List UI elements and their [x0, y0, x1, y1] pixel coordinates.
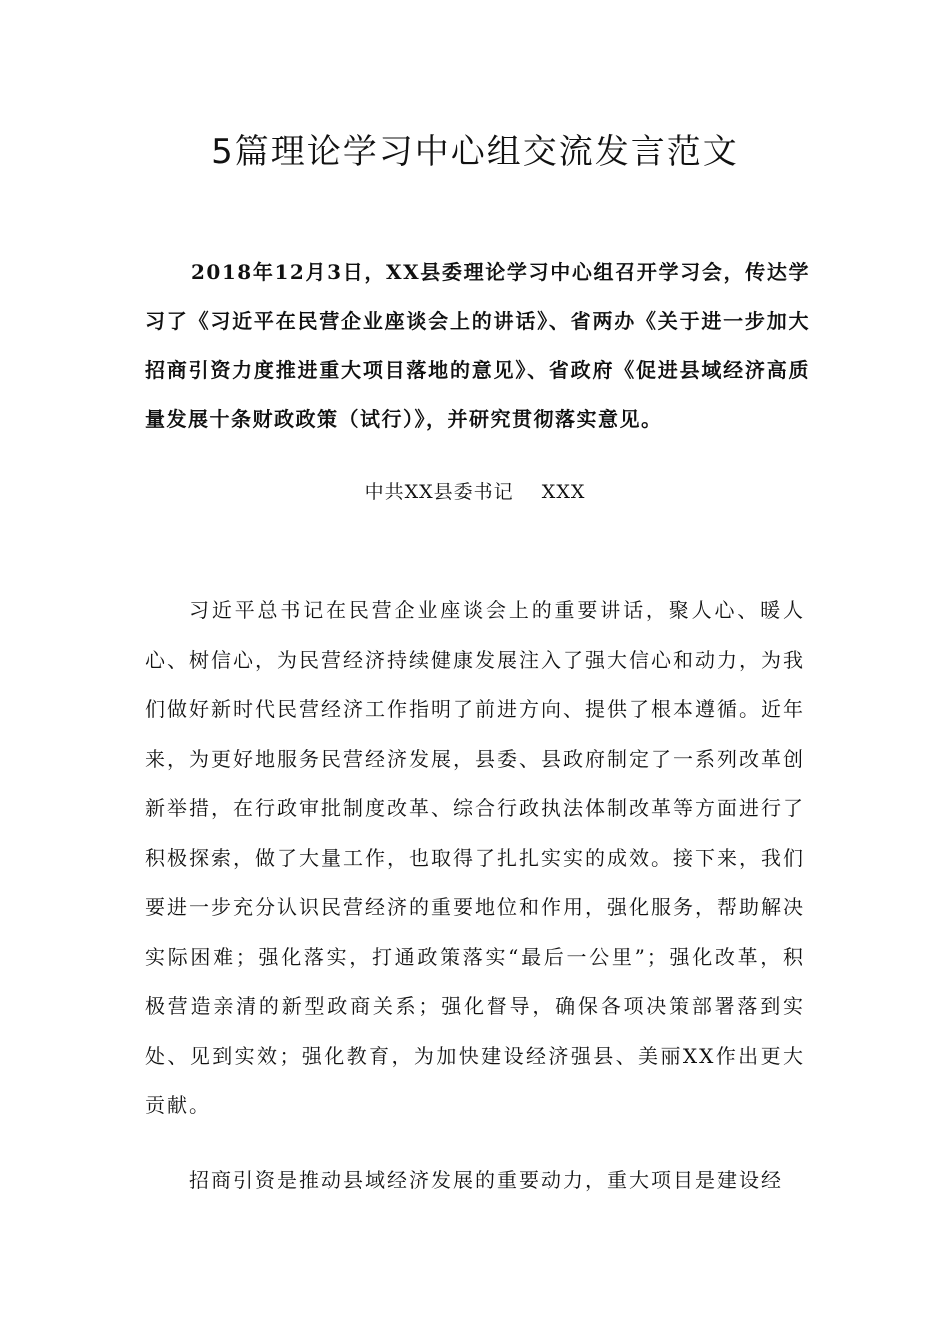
author-line: 中共XX县委书记 XXX	[364, 481, 586, 503]
body-paragraph: 招商引资是推动县域经济发展的重要动力，重大项目是建设经	[189, 1168, 783, 1192]
body-paragraph: 习近平总书记在民营企业座谈会上的重要讲话，聚人心、暖人心、树信心，为民营经济持续健康发展注入了强大信心和动力，为我们做好新时代民营经济工作指明了前进方向、提供了根本遵循。近年来，为更好地服务民营经济发展，县委、县政府制定了一系列改革创新举措，在行政审批制度改革、综合行政执法体制改革等方面进行了积极探索，做了大量工作，也取得了扎扎实实的成效。接下来，我们要进一步充分认识民营经济的重要地位和作用，强化服务，帮助解决实际困难；强化落实，打通政策落实“最后一公里”；强化改革，积极营造亲清的新型政商关系；强化督导，确保各项决策部署落到实处、见到实效；强化教育，为加快建设经济强县、美丽XX作出更大贡献。	[145, 598, 805, 1117]
meeting-summary: 2018年12月3日，XX县委理论学习中心组召开学习会，传达学习了《习近平在民营企业座谈会上的讲话》、省两办《关于进一步加大招商引资力度推进重大项目落地的意见》、省政府《促进县域经济高质量发展十条财政政策（试行）》，并研究贯彻落实意见。	[145, 260, 810, 431]
document-title: 5篇理论学习中心组交流发言范文	[211, 132, 739, 172]
